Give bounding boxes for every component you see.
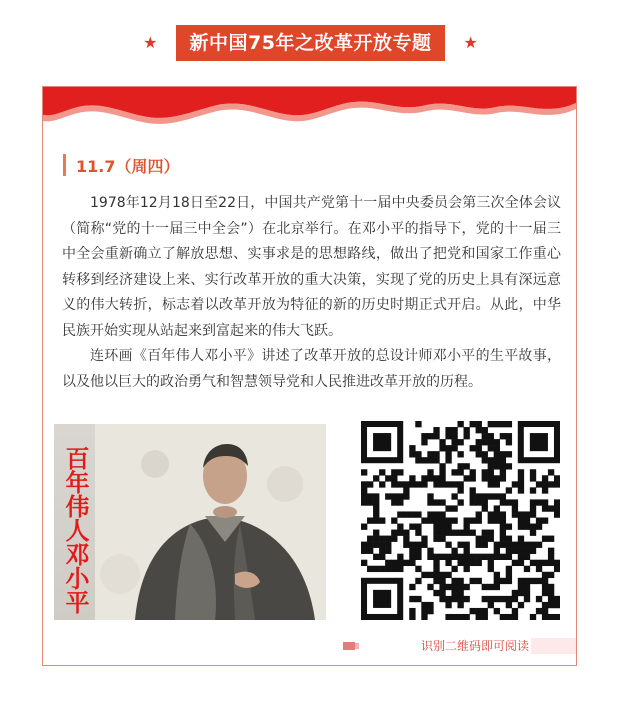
book-cover-image[interactable] — [54, 424, 326, 620]
qr-code[interactable] — [361, 421, 560, 620]
star-icon-right: ★ — [463, 33, 478, 52]
qr-caption: 识别二维码即可阅读 — [421, 639, 530, 653]
star-icon-left: ★ — [143, 33, 158, 52]
article-body — [62, 191, 561, 395]
qr-code-pattern — [361, 421, 560, 620]
flag-icon-tail — [355, 643, 359, 649]
paragraph: 连环画《百年伟人邓小平》讲述了改革开放的总设计师邓小平的生平故事，以及他以巨大的政治勇气和智慧领导党和人民推进改革开放的历程。 — [62, 348, 561, 390]
cover-title: 百年伟人邓小平 — [61, 446, 89, 614]
red-wave-banner — [43, 87, 576, 137]
caption-decor-bar — [531, 638, 577, 654]
date-heading — [63, 153, 179, 177]
topic-title: 新中国75年之改革开放专题 — [176, 25, 446, 61]
flag-icon — [343, 642, 355, 650]
article-card — [42, 86, 577, 666]
topic-header — [0, 20, 621, 66]
date-label: 11.7（周四） — [76, 156, 180, 176]
date-accent-bar — [63, 154, 66, 176]
paragraph: 1978年12月18日至22日，中国共产党第十一届中央委员会第三次全体会议（简称“党的十一届三中全会”）在北京举行。在邓小平的指导下，党的十一届三中全会重新确立了解放思想、实事求是的思想路线，做出了把党和国家工作重心转移到经济建设上来、实行改革开放的重大决策，实现了党的历史上具有深远意义的伟大转折，标志着以改革开放为特征的新的历史时期正式开启。从此，中华民族开始实现从站起来到富起来的伟大飞跃。 — [62, 195, 561, 339]
portrait-illustration — [95, 424, 326, 620]
